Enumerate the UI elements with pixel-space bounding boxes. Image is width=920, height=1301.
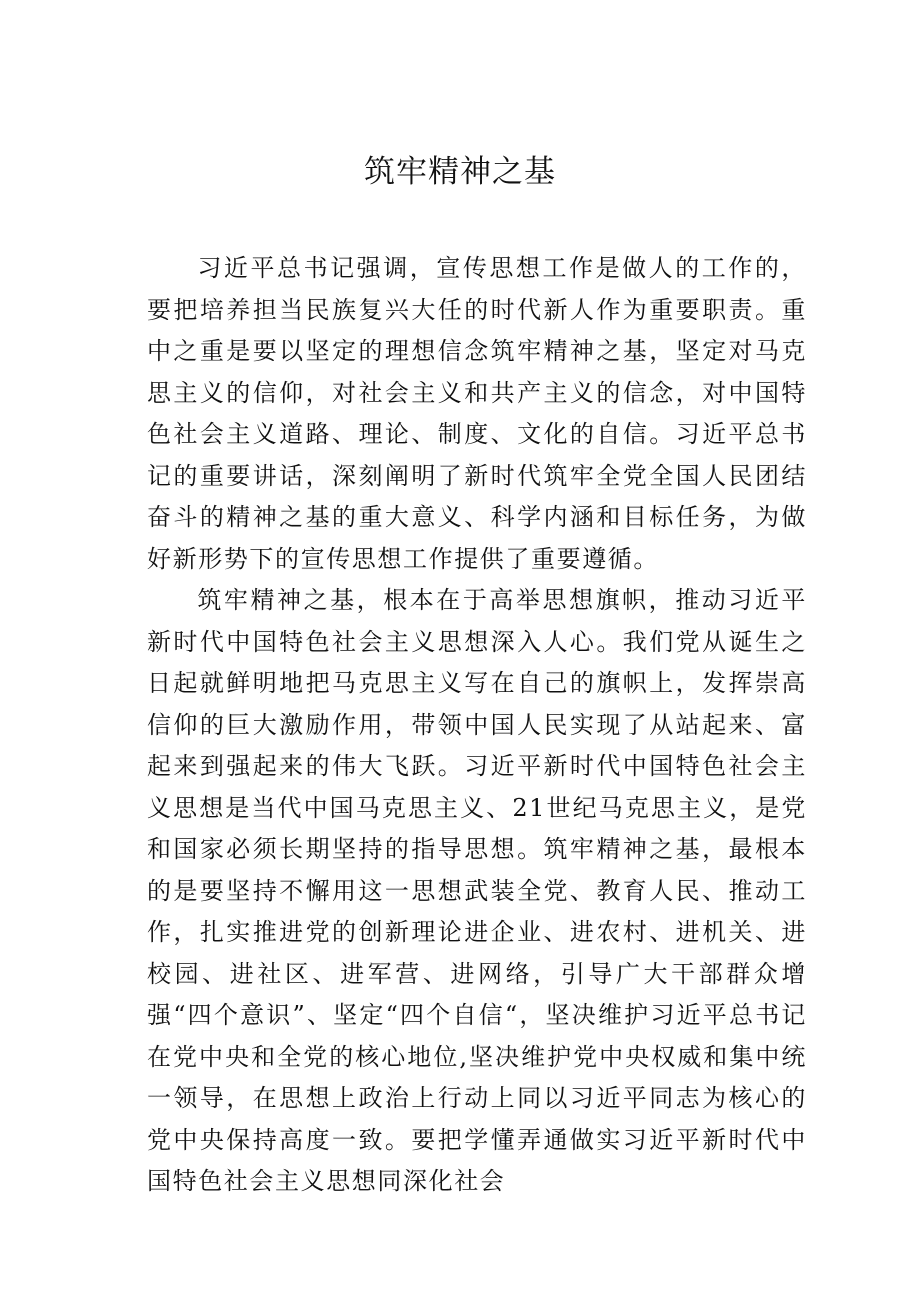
document-title: 筑牢精神之基 xyxy=(364,154,556,190)
document-body xyxy=(147,248,807,1203)
paragraph-2: 筑牢精神之基，根本在于高举思想旗帜，推动习近平新时代中国特色社会主义思想深入人心。我们党从诞生之日起就鲜明地把马克思主义写在自己的旗帜上，发挥崇高信仰的巨大激励作用，带领中国人民实现了从站起来、富起来到强起来的伟大飞跃。习近平新时代中国特色社会主义思想是当代中国马克思主义、21世纪马克思主义，是党和国家必须长期坚持的指导思想。筑牢精神之基，最根本的是要坚持不懈用这一思想武装全党、教育人民、推动工作，扎实推进党的创新理论进企业、进农村、进机关、进校园、进社区、进军营、进网络，引导广大干部群众增强“四个意识”、坚定“四个自信“，坚决维护习近平总书记在党中央和全党的核心地位,坚决维护党中央权威和集中统一领导，在思想上政治上行动上同以习近平同志为核心的党中央保持高度一致。要把学懂弄通做实习近平新时代中国特色社会主义思想同深化社会 xyxy=(147,586,807,1195)
paragraph-1: 习近平总书记强调，宣传思想工作是做人的工作的，要把培养担当民族复兴大任的时代新人作为重要职责。重中之重是要以坚定的理想信念筑牢精神之基，坚定对马克思主义的信仰，对社会主义和共产主义的信念，对中国特色社会主义道路、理论、制度、文化的自信。习近平总书记的重要讲话，深刻阐明了新时代筑牢全党全国人民团结奋斗的精神之基的重大意义、科学内涵和目标任务，为做好新形势下的宣传思想工作提供了重要遵循。 xyxy=(147,254,807,573)
